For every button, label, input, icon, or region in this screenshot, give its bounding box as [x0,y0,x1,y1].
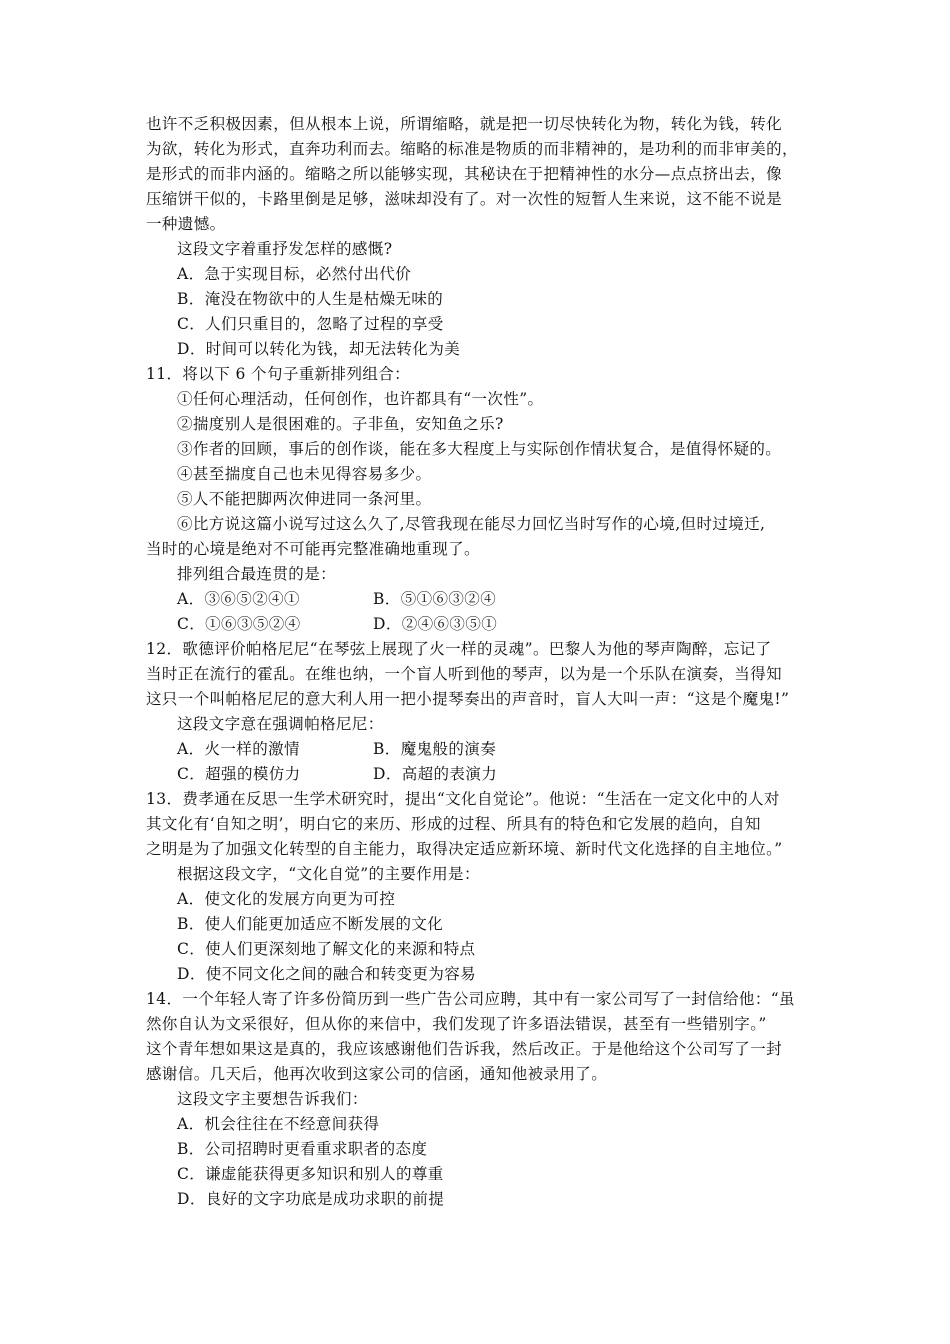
option-a: A．火一样的激情 [177,740,300,758]
question-13-text: 其文化有‘自知之明’，明白它的来历、形成的过程、所具有的特色和它发展的趋向，自知 [146,815,761,833]
question-11-stem: 11．将以下 6 个句子重新排列组合： [146,365,411,383]
options-row [146,587,810,612]
question-12-text: 当时正在流行的霍乱。在维也纳，一个盲人听到他的琴声，以为是一个乐队在演奏，当得知 [146,665,783,683]
text-line: 也许不乏积极因素，但从根本上说，所谓缩略，就是把一切尽快转化为物，转化为钱，转化 [146,115,783,133]
options-row [146,762,810,787]
option-c: C．人们只重目的，忽略了过程的享受 [177,315,444,333]
question-prompt: 这段文字意在强调帕格尼尼： [177,715,384,733]
question-prompt: 排列组合最连贯的是： [177,565,337,583]
options-row [146,612,810,637]
option-a: A．使文化的发展方向更为可控 [177,890,396,908]
option-b: B．使人们能更加适应不断发展的文化 [177,915,444,933]
sentence-3: ③作者的回顾，事后的创作谈，能在多大程度上与实际创作情状复合，是值得怀疑的。 [177,440,782,458]
sentence-6: ⑥比方说这篇小说写过这么久了,尽管我现在能尽力回忆当时写作的心境,但时过境迁, [177,515,766,533]
question-prompt: 这段文字主要想告诉我们： [177,1090,368,1108]
sentence-2: ②揣度别人是很困难的。子非鱼，安知鱼之乐? [177,415,504,433]
sentence-6-continued: 当时的心境是绝对不可能再完整准确地重现了。 [146,540,480,558]
option-d: D．高超的表演力 [373,765,498,783]
passage-text [146,112,810,237]
exam-page [146,112,810,1212]
option-b: B．⑤①⑥③②④ [373,590,497,608]
question-14-text: 感谢信。几天后，他再次收到这家公司的信函，通知他被录用了。 [146,1065,608,1083]
option-c: C．使人们更深刻地了解文化的来源和特点 [177,940,476,958]
question-13-text: 13．费孝通在反思一生学术研究时，提出“文化自觉论”。他说：“生活在一定文化中的人对 [146,790,780,808]
text-line: 一种遗憾。 [146,215,226,233]
option-d: D．使不同文化之间的融合和转变更为容易 [177,965,477,983]
option-c: C．超强的模仿力 [177,765,301,783]
option-c: C．①⑥③⑤②④ [177,615,301,633]
question-12-text: 这只一个叫帕格尼尼的意大利人用一把小提琴奏出的声音时，盲人大叫一声：“这是个魔鬼!” [146,690,790,708]
option-b: B．魔鬼般的演奏 [373,740,497,758]
options-row [146,737,810,762]
option-c: C．谦虚能获得更多知识和别人的尊重 [177,1165,444,1183]
sentence-4: ④甚至揣度自己也未见得容易多少。 [177,465,432,483]
question-14-text: 然你自认为文采很好，但从你的来信中，我们发现了许多语法错误，甚至有一些错别字。” [146,1015,767,1033]
text-line: 是形式的而非内涵的。缩略之所以能够实现，其秘诀在于把精神性的水分—点点挤出去，像 [146,165,783,183]
option-b: B．公司招聘时更看重求职者的态度 [177,1140,428,1158]
option-a: A．急于实现目标，必然付出代价 [177,265,412,283]
question-14-text: 14．一个年轻人寄了许多份简历到一些广告公司应聘，其中有一家公司写了一封信给他：“虽 [146,990,795,1008]
sentence-1: ①任何心理活动，任何创作，也许都具有“一次性”。 [177,390,544,408]
option-a: A．③⑥⑤②④① [177,590,300,608]
question-14-text: 这个青年想如果这是真的，我应该感谢他们告诉我，然后改正。于是他给这个公司写了一封 [146,1040,783,1058]
question-prompt: 这段文字着重抒发怎样的感慨? [177,240,393,258]
option-d: D．时间可以转化为钱，却无法转化为美 [177,340,461,358]
option-d: D．良好的文字功底是成功求职的前提 [177,1190,445,1208]
sentence-5: ⑤人不能把脚两次伸进同一条河里。 [177,490,432,508]
text-line: 压缩饼干似的，卡路里倒是足够，滋味却没有了。对一次性的短暂人生来说，这不能不说是 [146,190,783,208]
option-b: B．淹没在物欲中的人生是枯燥无味的 [177,290,444,308]
question-12-text: 12．歌德评价帕格尼尼“在琴弦上展现了火一样的灵魂”。巴黎人为他的琴声陶醉，忘记了 [146,640,772,658]
question-13-text: 之明是为了加强文化转型的自主能力，取得决定适应新环境、新时代文化选择的自主地位。” [146,840,783,858]
question-prompt: 根据这段文字，“文化自觉”的主要作用是： [177,865,480,883]
option-a: A．机会往往在不经意间获得 [177,1115,380,1133]
option-d: D．②④⑥③⑤① [373,615,498,633]
text-line: 为欲，转化为形式，直奔功利而去。缩略的标准是物质的而非精神的，是功利的而非审美的， [146,140,798,158]
